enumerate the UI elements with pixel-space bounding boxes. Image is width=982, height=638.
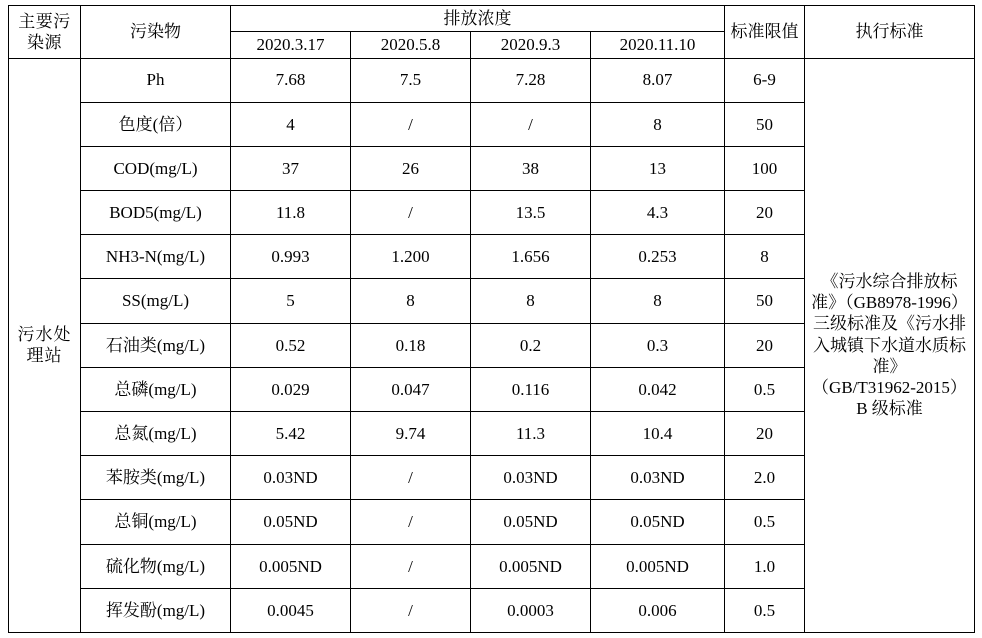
cell-limit: 100 [725, 146, 805, 190]
cell-value-d1: 0.993 [231, 235, 351, 279]
cell-value-d2: / [351, 191, 471, 235]
cell-value-d1: 0.03ND [231, 456, 351, 500]
cell-value-d2: 26 [351, 146, 471, 190]
cell-limit: 20 [725, 323, 805, 367]
cell-limit: 2.0 [725, 456, 805, 500]
cell-value-d4: 0.005ND [591, 544, 725, 588]
cell-limit: 8 [725, 235, 805, 279]
cell-value-d4: 10.4 [591, 412, 725, 456]
cell-limit: 6-9 [725, 58, 805, 102]
cell-value-d4: 0.006 [591, 588, 725, 632]
cell-value-d2: / [351, 588, 471, 632]
header-date-2: 2020.5.8 [351, 32, 471, 58]
cell-value-d1: 11.8 [231, 191, 351, 235]
cell-pollutant-name: 总氮(mg/L) [81, 412, 231, 456]
cell-value-d2: / [351, 456, 471, 500]
cell-pollutant-name: BOD5(mg/L) [81, 191, 231, 235]
table-header [9, 6, 975, 59]
cell-pollutant-name: 苯胺类(mg/L) [81, 456, 231, 500]
header-pollutant: 污染物 [81, 6, 231, 59]
cell-pollutant-name: 总磷(mg/L) [81, 367, 231, 411]
cell-limit: 50 [725, 279, 805, 323]
cell-pollutant-name: COD(mg/L) [81, 146, 231, 190]
cell-value-d4: 0.3 [591, 323, 725, 367]
cell-value-d3: 1.656 [471, 235, 591, 279]
header-date-1: 2020.3.17 [231, 32, 351, 58]
header-row-1 [9, 6, 975, 32]
cell-limit: 1.0 [725, 544, 805, 588]
standard-line: 准》（GB8978-1996） [811, 293, 968, 313]
standard-line: 入城镇下水道水质标 [813, 335, 966, 355]
cell-limit: 50 [725, 102, 805, 146]
cell-value-d4: 0.253 [591, 235, 725, 279]
cell-value-d3: 13.5 [471, 191, 591, 235]
cell-value-d3: 38 [471, 146, 591, 190]
cell-value-d1: 7.68 [231, 58, 351, 102]
cell-limit: 0.5 [725, 500, 805, 544]
cell-value-d3: 0.116 [471, 367, 591, 411]
header-standard: 执行标准 [805, 6, 975, 59]
cell-value-d2: 0.18 [351, 323, 471, 367]
cell-value-d3: 0.0003 [471, 588, 591, 632]
cell-value-d4: 8.07 [591, 58, 725, 102]
cell-pollutant-name: 硫化物(mg/L) [81, 544, 231, 588]
cell-value-d3: 0.03ND [471, 456, 591, 500]
cell-value-d2: 7.5 [351, 58, 471, 102]
cell-value-d4: 0.05ND [591, 500, 725, 544]
cell-value-d2: 9.74 [351, 412, 471, 456]
cell-value-d4: 0.042 [591, 367, 725, 411]
cell-limit: 0.5 [725, 367, 805, 411]
cell-value-d1: 5.42 [231, 412, 351, 456]
cell-value-d3: 0.005ND [471, 544, 591, 588]
cell-value-d2: 1.200 [351, 235, 471, 279]
cell-value-d2: 8 [351, 279, 471, 323]
cell-pollutant-name: SS(mg/L) [81, 279, 231, 323]
header-concentration: 排放浓度 [231, 6, 725, 32]
header-date-4: 2020.11.10 [591, 32, 725, 58]
cell-value-d3: 0.2 [471, 323, 591, 367]
standard-line: （GB/T31962-2015） [812, 378, 967, 398]
cell-value-d4: 8 [591, 102, 725, 146]
cell-value-d1: 0.0045 [231, 588, 351, 632]
cell-value-d1: 0.52 [231, 323, 351, 367]
header-main-source: 主要污染源 [9, 6, 81, 59]
cell-value-d4: 8 [591, 279, 725, 323]
cell-value-d1: 0.005ND [231, 544, 351, 588]
cell-value-d2: / [351, 102, 471, 146]
cell-pollutant-name: Ph [81, 58, 231, 102]
standard-line: 三级标准及《污水排 [813, 314, 966, 334]
cell-pollutant-name: NH3-N(mg/L) [81, 235, 231, 279]
cell-value-d3: 11.3 [471, 412, 591, 456]
cell-value-d1: 4 [231, 102, 351, 146]
cell-value-d4: 0.03ND [591, 456, 725, 500]
cell-value-d3: 7.28 [471, 58, 591, 102]
cell-value-d1: 0.05ND [231, 500, 351, 544]
pollutant-emission-table [8, 5, 975, 633]
cell-value-d3: / [471, 102, 591, 146]
cell-standard-text [805, 58, 975, 633]
cell-value-d2: 0.047 [351, 367, 471, 411]
cell-value-d3: 0.05ND [471, 500, 591, 544]
cell-limit: 20 [725, 412, 805, 456]
cell-limit: 20 [725, 191, 805, 235]
cell-pollutant-name: 总铜(mg/L) [81, 500, 231, 544]
cell-source-value: 污水处理站 [9, 58, 81, 633]
table-body [9, 58, 975, 633]
cell-value-d2: / [351, 500, 471, 544]
cell-value-d4: 4.3 [591, 191, 725, 235]
cell-value-d3: 8 [471, 279, 591, 323]
cell-value-d1: 37 [231, 146, 351, 190]
header-date-3: 2020.9.3 [471, 32, 591, 58]
standard-line: B 级标准 [856, 399, 923, 419]
cell-value-d2: / [351, 544, 471, 588]
cell-value-d1: 5 [231, 279, 351, 323]
standard-line: 准》 [872, 356, 907, 376]
table-row [9, 58, 975, 102]
header-limit: 标准限值 [725, 6, 805, 59]
standard-line: 《污水综合排放标 [821, 271, 958, 291]
cell-pollutant-name: 挥发酚(mg/L) [81, 588, 231, 632]
cell-limit: 0.5 [725, 588, 805, 632]
cell-pollutant-name: 石油类(mg/L) [81, 323, 231, 367]
cell-value-d4: 13 [591, 146, 725, 190]
cell-value-d1: 0.029 [231, 367, 351, 411]
cell-pollutant-name: 色度(倍） [81, 102, 231, 146]
